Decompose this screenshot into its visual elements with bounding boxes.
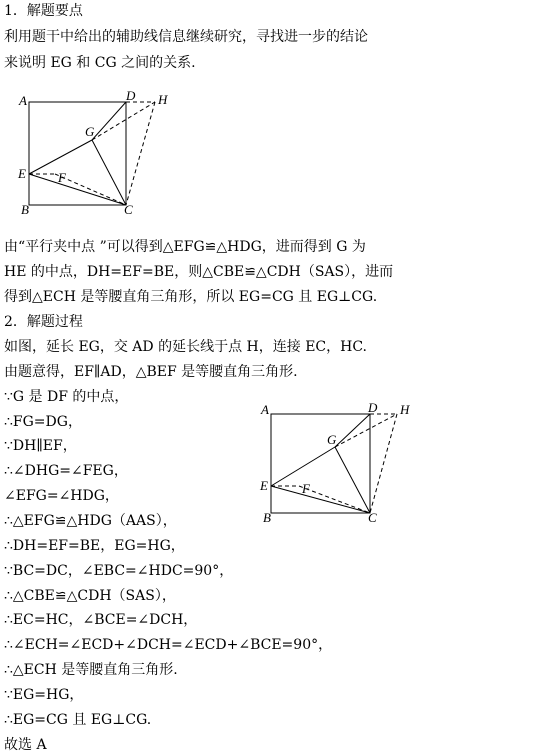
text-line: ∠EFG=∠HDG，	[4, 488, 119, 504]
text-line: ∴EC=HC，∠BCE=∠DCH，	[4, 612, 198, 628]
text-line: 利用题干中给出的辅助线信息继续研究，寻找进一步的结论	[4, 29, 368, 45]
text-line: ∴∠ECH=∠ECD+∠DCH=∠ECD+∠BCE=90°，	[4, 637, 333, 653]
label-c: C	[368, 510, 377, 525]
label-c: C	[124, 202, 133, 217]
text-line: ∴DH=EF=BE，EG=HG，	[4, 538, 185, 554]
text-line: ∴△ECH 是等腰直角三角形.	[4, 662, 178, 678]
label-a: A	[261, 402, 269, 417]
text-line: HE 的中点，DH=EF=BE，则△CBE≌△CDH（SAS），进而	[4, 264, 394, 280]
label-d: D	[368, 400, 378, 415]
label-b: B	[21, 202, 29, 217]
label-h: H	[158, 92, 168, 107]
text-line: ∴△CBE≌△CDH（SAS），	[4, 588, 176, 604]
text-line: ∵BC=DC，∠EBC=∠HDC=90°，	[4, 563, 234, 579]
label-b: B	[263, 510, 271, 525]
text-line: ∴EG=CG 且 EG⊥CG.	[4, 712, 152, 728]
text-line: 来说明 EG 和 CG 之间的关系.	[4, 55, 196, 71]
text-line: 由题意得，EF∥AD，△BEF 是等腰直角三角形.	[4, 364, 298, 380]
label-f: F	[302, 481, 310, 496]
text-line: ∴△EFG≌△HDG（AAS），	[4, 513, 177, 529]
label-h: H	[400, 402, 410, 417]
text-line: 得到△ECH 是等腰直角三角形，所以 EG=CG 且 EG⊥CG.	[4, 289, 378, 305]
text-line: ∴FG=DG，	[4, 414, 82, 430]
text-line: ∵G 是 DF 的中点，	[4, 389, 129, 405]
text-line: ∵EG=HG，	[4, 687, 84, 703]
text-line: ∵DH∥EF，	[4, 438, 77, 454]
text-line: 如图，延长 EG，交 AD 的延长线于点 H，连接 EC，HC.	[4, 339, 368, 355]
label-e: E	[260, 478, 268, 493]
label-g: G	[85, 124, 95, 139]
label-e: E	[18, 166, 26, 181]
heading-key-points: 1．解题要点	[4, 3, 83, 19]
label-a: A	[19, 93, 27, 108]
label-g: G	[327, 432, 337, 447]
answer-line: 故选 A	[4, 737, 47, 753]
text-line: 由“平行夹中点 ”可以得到△EFG≌△HDG，进而得到 G 为	[4, 239, 366, 255]
heading-solution-process: 2．解题过程	[4, 314, 83, 330]
label-d: D	[126, 88, 136, 103]
text-line: ∴∠DHG=∠FEG，	[4, 463, 128, 479]
label-f: F	[58, 170, 66, 185]
